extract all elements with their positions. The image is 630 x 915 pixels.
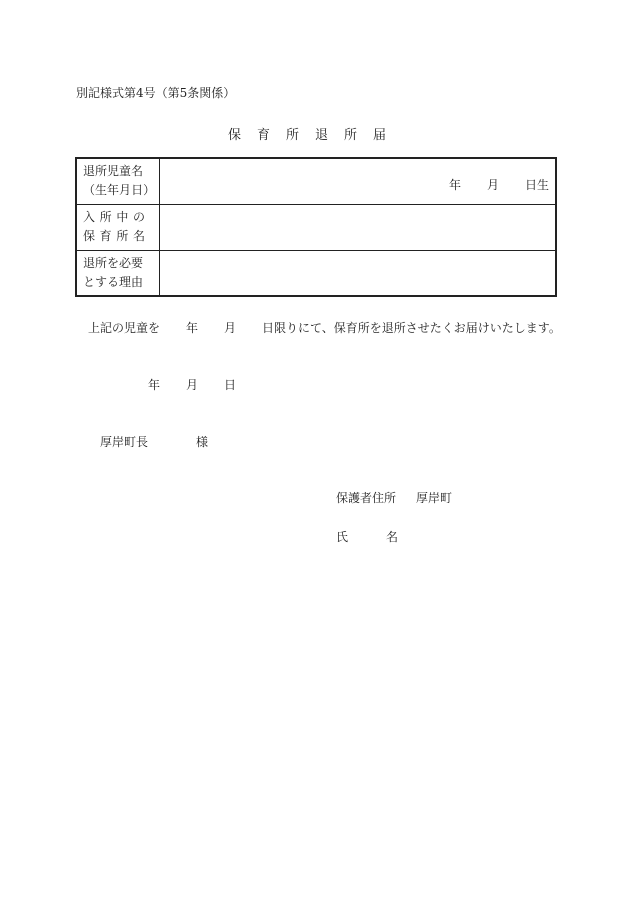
- value-nursery-name[interactable]: [160, 204, 557, 250]
- addressee-honorific: 様: [196, 435, 209, 449]
- birth-day-label: 日生: [524, 178, 549, 192]
- addressee: [100, 433, 208, 450]
- birth-year-label: 年: [448, 178, 461, 192]
- guardian-name-label-2: 名: [386, 530, 399, 544]
- form-reference: 別記様式第4号（第5条関係）: [76, 86, 236, 100]
- label-nursery-line2: 保 育 所 名: [83, 229, 145, 243]
- birthdate-fields: [449, 176, 549, 193]
- birth-month-label: 月: [486, 178, 499, 192]
- document-title: 保育所退所届: [227, 128, 402, 143]
- label-nursery-line1: 入 所 中 の: [83, 210, 145, 224]
- label-reason: [76, 250, 160, 296]
- date-year-label: 年: [148, 378, 161, 392]
- withdrawal-form-table: [75, 157, 557, 297]
- date-day-label: 日: [224, 378, 237, 392]
- guardian-name: [336, 528, 398, 545]
- guardian-address: [336, 489, 452, 506]
- label-reason-line2: とする理由: [83, 274, 144, 289]
- guardian-address-label: 保護者住所: [336, 491, 397, 505]
- label-child-name: [76, 158, 160, 204]
- submission-date: [148, 376, 236, 393]
- value-reason[interactable]: [160, 250, 557, 296]
- label-child-name-line1: 退所児童名: [83, 164, 144, 179]
- addressee-name: 厚岸町長: [100, 435, 149, 449]
- value-child-name[interactable]: [160, 158, 557, 204]
- guardian-name-label-1: 氏: [336, 530, 349, 544]
- row-child-name: [76, 158, 556, 204]
- label-nursery-name: [76, 204, 160, 250]
- label-birthdate: （ 生 年 月 日 ）: [83, 183, 156, 198]
- row-nursery-name: [76, 204, 556, 250]
- row-reason: [76, 250, 556, 296]
- declaration-statement: 上記の児童を 年 月 日限りにて、保育所を退所させたくお届けいたします。: [88, 321, 561, 335]
- guardian-address-value: 厚岸町: [416, 491, 453, 505]
- label-reason-line1: 退所を必要: [83, 255, 144, 270]
- date-month-label: 月: [186, 378, 199, 392]
